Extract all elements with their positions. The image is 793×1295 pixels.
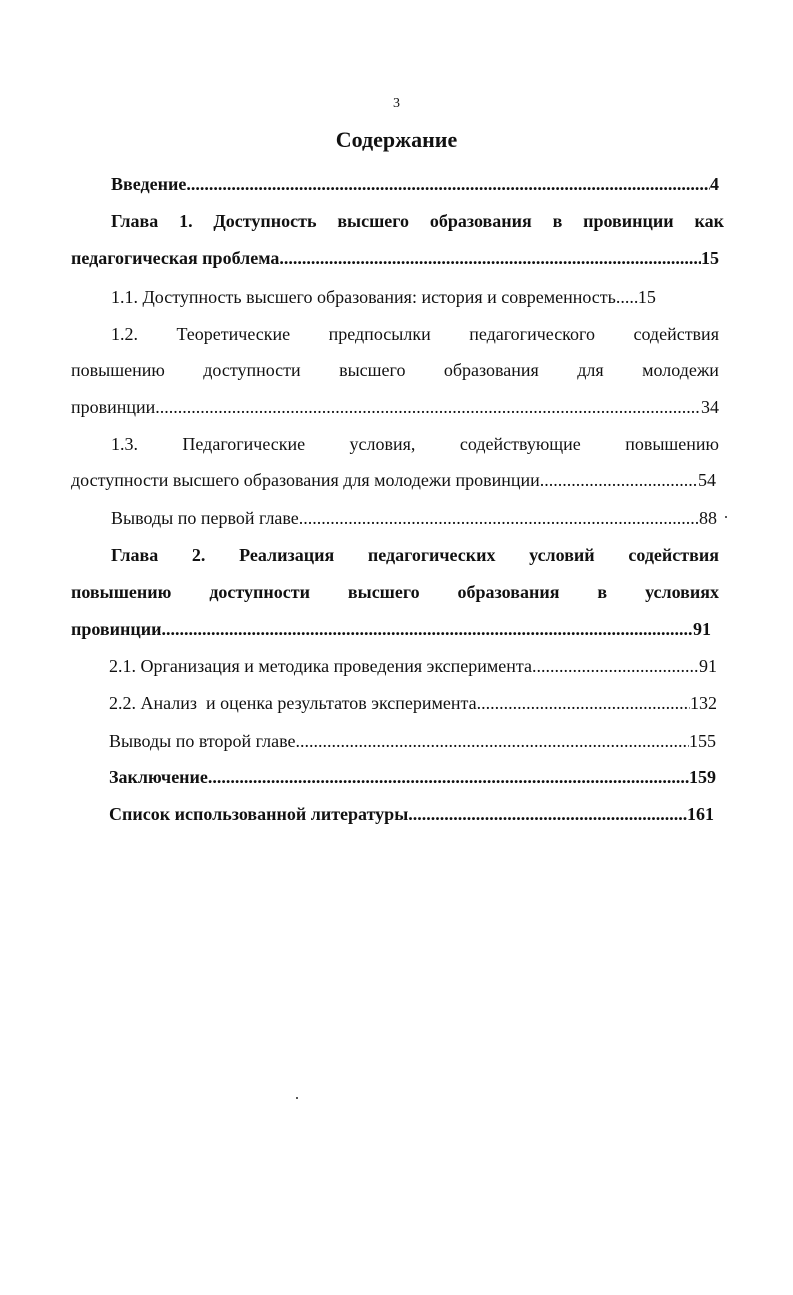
toc-entry-section-2-2[interactable]: [109, 689, 717, 717]
word: Глава: [111, 211, 159, 231]
toc-entry-references[interactable]: [109, 800, 714, 828]
toc-page-number: 132: [690, 693, 717, 713]
dot-leader: [155, 393, 701, 421]
dot-leader: [616, 283, 638, 311]
word: Глава: [111, 545, 159, 565]
word: содействия: [628, 545, 719, 565]
dot-leader: [408, 800, 687, 828]
toc-entry-section-1-2-line1[interactable]: [111, 320, 719, 348]
word: Доступность: [213, 211, 317, 231]
toc-page-number: 34: [701, 397, 719, 417]
toc-title: Содержание: [335, 127, 458, 152]
word: повышению: [71, 582, 172, 602]
scan-speck: [296, 1097, 298, 1099]
dot-leader: [477, 689, 690, 717]
word: содействия: [633, 324, 719, 344]
toc-entry-chapter2-line1[interactable]: [111, 541, 719, 569]
word: для: [577, 360, 604, 380]
toc-page-number: 54: [698, 470, 716, 490]
toc-entry-text: 2.1. Организация и методика проведения эксперимента: [109, 656, 532, 676]
word: условия,: [349, 434, 416, 454]
word: доступности: [209, 582, 310, 602]
toc-entry-text: Список использованной литературы: [109, 804, 409, 824]
toc-entry-text: Заключение: [109, 767, 208, 787]
toc-entry-conclusions-ch1[interactable]: [111, 504, 717, 532]
word: повышению: [71, 360, 165, 380]
dot-leader: [299, 504, 699, 532]
dot-leader: [186, 170, 710, 198]
toc-entry-text: доступности высшего образования для молодежи провинции: [71, 470, 540, 490]
toc-entry-intro[interactable]: [111, 170, 719, 198]
word: предпосылки: [328, 324, 431, 344]
word: высшего: [337, 211, 409, 231]
word: в: [552, 211, 563, 231]
toc-entry-chapter2-line2[interactable]: [71, 578, 719, 606]
toc-page-number: 15: [701, 248, 719, 268]
word: условий: [529, 545, 595, 565]
word: Теоретические: [176, 324, 291, 344]
toc-entry-conclusions-ch2[interactable]: [109, 727, 716, 755]
page-number: 3: [393, 96, 400, 111]
toc-entry-text: 2.2. Анализ и оценка результатов эксперимента: [109, 693, 477, 713]
toc-entry-section-1-2-line3[interactable]: [71, 393, 719, 421]
toc-entry-text: 1.1. Доступность высшего образования: история и современность: [111, 287, 616, 307]
toc-entry-section-2-1[interactable]: [109, 652, 717, 680]
toc-page-number: 15: [637, 287, 656, 307]
word: высшего: [339, 360, 406, 380]
word: доступности: [203, 360, 301, 380]
toc-page-number: 4: [710, 174, 719, 194]
toc-entry-text: Введение: [111, 174, 187, 194]
word: провинции: [583, 211, 674, 231]
word: в: [597, 582, 608, 602]
dot-leader: [295, 727, 689, 755]
word: Педагогические: [182, 434, 306, 454]
toc-page-number: 88: [699, 508, 717, 528]
dot-leader: [162, 615, 693, 643]
word: высшего: [347, 582, 420, 602]
dot-leader: [208, 763, 689, 791]
toc-entry-section-1-2-line2[interactable]: [71, 356, 719, 384]
toc-page-number: 155: [689, 731, 716, 751]
word: Реализация: [239, 545, 335, 565]
toc-entry-text: Выводы по второй главе: [109, 731, 296, 751]
toc-page-number: 161: [687, 804, 714, 824]
scan-speck: [725, 516, 727, 518]
toc-entry-text: провинции: [71, 397, 156, 417]
dot-leader: [532, 652, 699, 680]
toc-entry-conclusion[interactable]: [109, 763, 716, 791]
word: повышению: [625, 434, 719, 454]
toc-entry-chapter1-line1[interactable]: [111, 207, 724, 235]
word: условиях: [645, 582, 719, 602]
word: образования: [457, 582, 560, 602]
word: педагогических: [367, 545, 496, 565]
word: 1.: [179, 211, 193, 231]
toc-entry-text: Выводы по первой главе: [111, 508, 299, 528]
word: образования: [429, 211, 532, 231]
dot-leader: [540, 466, 698, 494]
toc-entry-section-1-3-line2[interactable]: [71, 466, 716, 494]
dot-leader: [279, 244, 701, 272]
toc-entry-text: провинции: [71, 619, 162, 639]
toc-entry-chapter2-line3[interactable]: [71, 615, 711, 643]
word: педагогического: [469, 324, 595, 344]
word: 1.2.: [111, 324, 138, 344]
word: образования: [443, 360, 539, 380]
toc-entry-section-1-3-line1[interactable]: [111, 430, 719, 458]
word: молодежи: [642, 360, 719, 380]
toc-entry-section-1-1[interactable]: [111, 283, 717, 311]
word: содействующие: [459, 434, 581, 454]
toc-page-number: 159: [689, 767, 716, 787]
word: 2.: [191, 545, 206, 565]
toc-page-number: 91: [693, 619, 711, 639]
toc-entry-text: педагогическая проблема: [71, 248, 280, 268]
word: как: [694, 211, 724, 231]
toc-page-number: 91: [699, 656, 717, 676]
word: 1.3.: [111, 434, 138, 454]
toc-entry-chapter1-line2[interactable]: [71, 244, 719, 272]
